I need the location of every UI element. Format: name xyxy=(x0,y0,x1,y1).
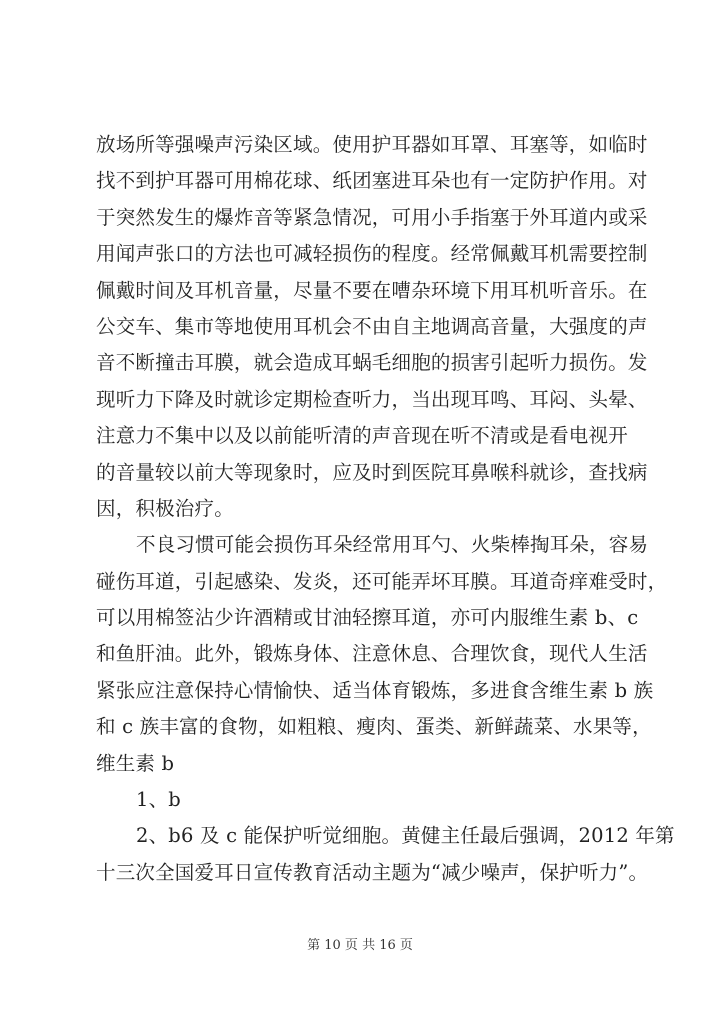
text-line: 公交车、集市等地使用耳机会不由自主地调高音量，大强度的声 xyxy=(96,314,648,338)
list-item-line: 2、b6 及 c 能保护听觉细胞。黄健主任最后强调，2012 年第 xyxy=(136,824,675,848)
page-footer: 第 10 页 共 16 页 xyxy=(307,938,413,953)
text-line: 紧张应注意保持心情愉快、适当体育锻炼，多进食含维生素 b 族 xyxy=(96,678,654,702)
text-line: 碰伤耳道，引起感染、发炎，还可能弄坏耳膜。耳道奇痒难受时， xyxy=(96,569,668,593)
text-line: 可以用棉签沾少许酒精或甘油轻擦耳道，亦可内服维生素 b、c xyxy=(96,606,639,630)
paragraph-start-line: 不良习惯可能会损伤耳朵经常用耳勺、火柴棒掏耳朵，容易 xyxy=(136,533,649,557)
text-line: 现听力下降及时就诊定期检查听力，当出现耳鸣、耳闷、头晕、 xyxy=(96,387,648,411)
text-line: 因，积极治疗。 xyxy=(96,496,234,520)
text-line: 维生素 b xyxy=(96,751,175,775)
text-line: 音不断撞击耳膜，就会造成耳蜗毛细胞的损害引起听力损伤。发 xyxy=(96,351,648,375)
list-item-line: 1、b xyxy=(136,788,181,812)
text-line: 用闻声张口的方法也可减轻损伤的程度。经常佩戴耳机需要控制 xyxy=(96,242,648,266)
text-line: 的音量较以前大等现象时，应及时到医院耳鼻喉科就诊，查找病 xyxy=(96,460,648,484)
text-line: 十三次全国爱耳日宣传教育活动主题为“减少噪声，保护听力”。 xyxy=(96,860,649,884)
text-line: 佩戴时间及耳机音量，尽量不要在嘈杂环境下用耳机听音乐。在 xyxy=(96,278,648,302)
text-line: 放场所等强噪声污染区域。使用护耳器如耳罩、耳塞等，如临时 xyxy=(96,133,648,156)
text-line: 注意力不集中以及以前能听清的声音现在听不清或是看电视开 xyxy=(96,424,628,448)
text-line: 和鱼肝油。此外，锻炼身体、注意休息、合理饮食，现代人生活 xyxy=(96,642,648,666)
text-line: 于突然发生的爆炸音等紧急情况，可用小手指塞于外耳道内或采 xyxy=(96,205,648,229)
text-line: 找不到护耳器可用棉花球、纸团塞进耳朵也有一定防护作用。对 xyxy=(96,169,648,193)
text-line: 和 c 族丰富的食物，如粗粮、瘦肉、蛋类、新鲜蔬菜、水果等， xyxy=(96,715,652,739)
body-text xyxy=(96,127,675,891)
